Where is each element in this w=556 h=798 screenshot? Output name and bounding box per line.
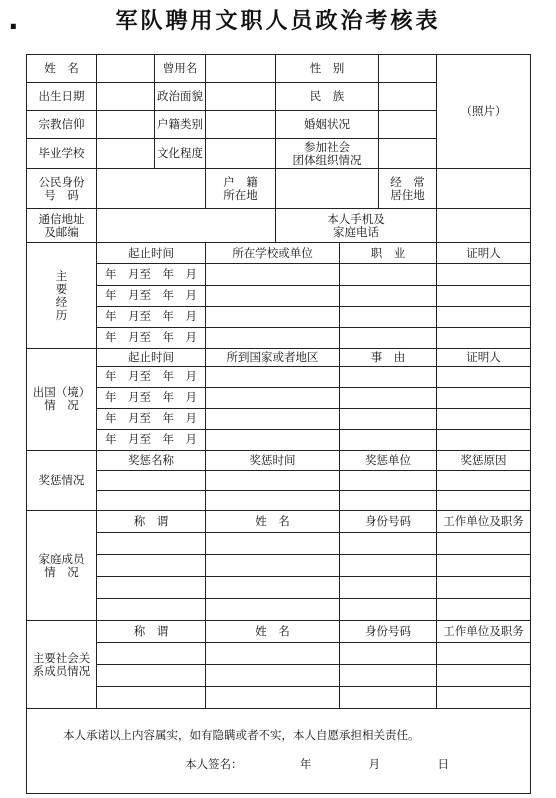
awards-time[interactable] [206, 470, 340, 490]
phone-field[interactable] [437, 209, 531, 243]
awards-name[interactable] [97, 470, 206, 490]
marital-label: 婚姻状况 [276, 111, 379, 139]
social-work[interactable] [437, 643, 531, 665]
abroad-witness[interactable] [437, 408, 531, 429]
abroad-header-reason: 事 由 [340, 348, 437, 366]
social-name[interactable] [206, 687, 340, 709]
social-row [27, 643, 531, 665]
family-id[interactable] [340, 599, 437, 621]
family-id[interactable] [340, 555, 437, 577]
birth-field[interactable] [97, 83, 155, 111]
family-relation[interactable] [97, 533, 206, 555]
residence-label: 经 常 居住地 [379, 169, 437, 209]
family-header-relation: 称 谓 [97, 511, 206, 533]
abroad-row [27, 387, 531, 408]
family-header-id: 身份号码 [340, 511, 437, 533]
social-name[interactable] [206, 665, 340, 687]
family-row [27, 599, 531, 621]
social-header-work: 工作单位及职务 [437, 621, 531, 643]
family-id[interactable] [340, 533, 437, 555]
address-label: 通信地址 及邮编 [27, 209, 97, 243]
family-work[interactable] [437, 599, 531, 621]
school-label: 毕业学校 [27, 139, 97, 169]
abroad-header-country: 所到国家或者地区 [206, 348, 340, 366]
abroad-witness[interactable] [437, 366, 531, 387]
experience-period[interactable]: 年 月至 年 月 [97, 306, 206, 327]
religion-field[interactable] [97, 111, 155, 139]
name-field[interactable] [97, 55, 155, 83]
abroad-country[interactable] [206, 408, 340, 429]
experience-period[interactable]: 年 月至 年 月 [97, 285, 206, 306]
awards-name[interactable] [97, 491, 206, 511]
experience-job[interactable] [340, 264, 437, 285]
abroad-section-label: 出国（境） 情 况 [27, 348, 97, 450]
family-section-label: 家庭成员 情 况 [27, 511, 97, 621]
awards-time[interactable] [206, 491, 340, 511]
abroad-country[interactable] [206, 429, 340, 450]
experience-job[interactable] [340, 327, 437, 348]
politics-field[interactable] [206, 83, 276, 111]
abroad-country[interactable] [206, 387, 340, 408]
id-number-label: 公民身份 号 码 [27, 169, 97, 209]
awards-row [27, 491, 531, 511]
experience-job[interactable] [340, 285, 437, 306]
day-label: 日 [437, 757, 449, 772]
experience-witness[interactable] [437, 327, 531, 348]
family-name[interactable] [206, 533, 340, 555]
education-field[interactable] [206, 139, 276, 169]
experience-header-job: 职 业 [340, 243, 437, 264]
hukou-location-label: 户 籍 所在地 [206, 169, 276, 209]
signature-line [45, 758, 512, 771]
education-label: 文化程度 [155, 139, 206, 169]
marital-field[interactable] [379, 111, 437, 139]
hukou-type-field[interactable] [206, 111, 276, 139]
experience-period[interactable]: 年 月至 年 月 [97, 327, 206, 348]
social-org-field[interactable] [379, 139, 437, 169]
abroad-row [27, 366, 531, 387]
family-work[interactable] [437, 555, 531, 577]
abroad-period[interactable]: 年 月至 年 月 [97, 366, 206, 387]
corner-dot: . [8, 3, 19, 36]
photo-box[interactable]: （照片） [437, 55, 531, 169]
abroad-witness[interactable] [437, 429, 531, 450]
abroad-header-period: 起止时间 [97, 348, 206, 366]
social-row [27, 687, 531, 709]
gender-field[interactable] [379, 55, 437, 83]
experience-row [27, 285, 531, 306]
social-header-name: 姓 名 [206, 621, 340, 643]
former-name-field[interactable] [206, 55, 276, 83]
experience-header-period: 起止时间 [97, 243, 206, 264]
social-section-label: 主要社会关 系成员情况 [27, 621, 97, 709]
experience-witness[interactable] [437, 285, 531, 306]
awards-reason[interactable] [437, 491, 531, 511]
experience-row [27, 264, 531, 285]
awards-reason[interactable] [437, 470, 531, 490]
awards-row [27, 470, 531, 490]
experience-header-witness: 证明人 [437, 243, 531, 264]
social-header-relation: 称 谓 [97, 621, 206, 643]
awards-unit[interactable] [340, 470, 437, 490]
social-relation[interactable] [97, 643, 206, 665]
social-org-label: 参加社会 团体组织情况 [276, 139, 379, 169]
family-row [27, 577, 531, 599]
month-label: 月 [368, 757, 381, 772]
family-header-name: 姓 名 [206, 511, 340, 533]
family-work[interactable] [437, 533, 531, 555]
family-header-work: 工作单位及职务 [437, 511, 531, 533]
abroad-reason[interactable] [340, 408, 437, 429]
experience-row [27, 327, 531, 348]
phone-label: 本人手机及 家庭电话 [276, 209, 437, 243]
social-work[interactable] [437, 665, 531, 687]
politics-label: 政治面貌 [155, 83, 206, 111]
family-work[interactable] [437, 577, 531, 599]
gender-label: 性 别 [276, 55, 379, 83]
awards-header-name: 奖惩名称 [97, 450, 206, 470]
social-relation[interactable] [97, 687, 206, 709]
social-header-id: 身份号码 [340, 621, 437, 643]
year-label: 年 [299, 757, 312, 772]
abroad-country[interactable] [206, 366, 340, 387]
school-field[interactable] [97, 139, 155, 169]
social-name[interactable] [206, 643, 340, 665]
social-relation[interactable] [97, 665, 206, 687]
abroad-period[interactable]: 年 月至 年 月 [97, 387, 206, 408]
abroad-row [27, 408, 531, 429]
abroad-period[interactable]: 年 月至 年 月 [97, 408, 206, 429]
experience-row [27, 306, 531, 327]
social-id[interactable] [340, 687, 437, 709]
experience-unit[interactable] [206, 327, 340, 348]
family-relation[interactable] [97, 599, 206, 621]
experience-period[interactable]: 年 月至 年 月 [97, 264, 206, 285]
social-work[interactable] [437, 687, 531, 709]
political-review-form [26, 54, 531, 794]
family-relation[interactable] [97, 577, 206, 599]
awards-header-unit: 奖惩单位 [340, 450, 437, 470]
pledge-section [27, 709, 531, 794]
experience-header-unit: 所在学校或单位 [206, 243, 340, 264]
social-id[interactable] [340, 665, 437, 687]
family-row [27, 555, 531, 577]
page-title: 军队聘用文职人员政治考核表 [115, 8, 441, 34]
experience-job[interactable] [340, 306, 437, 327]
abroad-reason[interactable] [340, 429, 437, 450]
religion-label: 宗教信仰 [27, 111, 97, 139]
experience-unit[interactable] [206, 264, 340, 285]
family-name[interactable] [206, 577, 340, 599]
family-row [27, 533, 531, 555]
residence-field[interactable] [437, 169, 531, 209]
hukou-location-field[interactable] [276, 169, 379, 209]
abroad-header-witness: 证明人 [437, 348, 531, 366]
awards-header-time: 奖惩时间 [206, 450, 340, 470]
experience-unit[interactable] [206, 306, 340, 327]
family-name[interactable] [206, 599, 340, 621]
abroad-row [27, 429, 531, 450]
ethnicity-label: 民 族 [276, 83, 379, 111]
pledge-text: 本人承诺以上内容属实，如有隐瞒或者不实，本人自愿承担相关责任。 [63, 728, 420, 743]
abroad-reason[interactable] [340, 387, 437, 408]
experience-witness[interactable] [437, 264, 531, 285]
name-label: 姓 名 [27, 55, 97, 83]
id-number-field[interactable] [97, 169, 206, 209]
signature-label: 本人签名： [185, 757, 243, 772]
awards-section-label: 奖惩情况 [27, 450, 97, 510]
social-row [27, 665, 531, 687]
family-name[interactable] [206, 555, 340, 577]
family-relation[interactable] [97, 555, 206, 577]
awards-unit[interactable] [340, 491, 437, 511]
experience-witness[interactable] [437, 306, 531, 327]
abroad-witness[interactable] [437, 387, 531, 408]
social-id[interactable] [340, 643, 437, 665]
hukou-type-label: 户籍类别 [155, 111, 206, 139]
abroad-reason[interactable] [340, 366, 437, 387]
address-field[interactable] [97, 209, 276, 243]
experience-section-label: 主 要 经 历 [27, 243, 97, 348]
family-id[interactable] [340, 577, 437, 599]
experience-unit[interactable] [206, 285, 340, 306]
former-name-label: 曾用名 [155, 55, 206, 83]
abroad-period[interactable]: 年 月至 年 月 [97, 429, 206, 450]
ethnicity-field[interactable] [379, 83, 437, 111]
awards-header-reason: 奖惩原因 [437, 450, 531, 470]
birth-label: 出生日期 [27, 83, 97, 111]
